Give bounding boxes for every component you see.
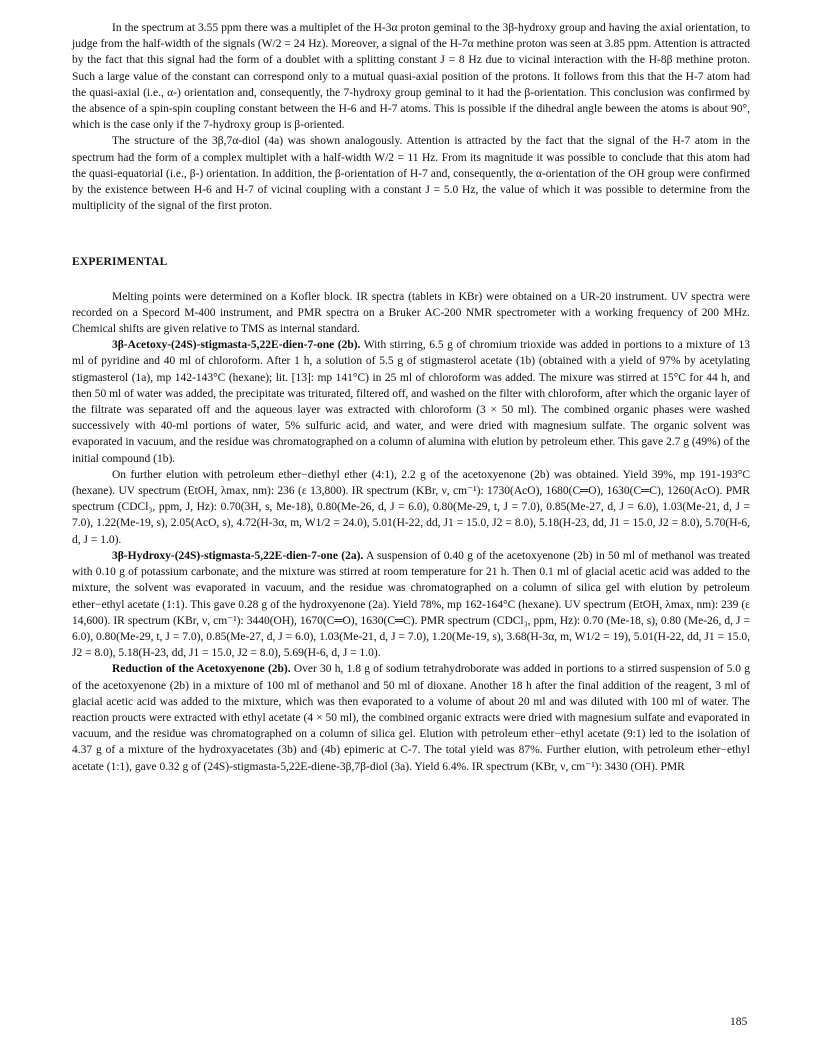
procedure-acetoxyenone xyxy=(72,337,750,467)
procedure-title: Reduction of the Acetoxyenone (2b). xyxy=(112,663,291,676)
procedure-acetoxyenone-continued: On further elution with petroleum ether−diethyl ether (4:1), 2.2 g of the acetoxyenone (2b) was obtained. Yield 39%, mp 191-193°C (hexane). UV spectrum (EtOH, λmax, nm): 236 (ε 13,800). IR spectrum (KBr, ν, cm⁻¹): 1730(AcO), 1680(C═O), 1630(C═C), 1260(AcO). PMR spectrum (CDCl₃, ppm, J, Hz): 0.70(3H, s, Me-18), 0.80(Me-26, d, J = 6.0), 0.80(Me-29, t, J = 7.0), 0.85(Me-27, d, J = 6.0), 1.03(Me-21, d, J = 7.0), 1.22(Me-19, s), 2.05(AcO, s), 4.72(H-3α, m, W1/2 = 24.0), 5.01(H-22, dd, J1 = 15.0, J2 = 8.0), 5.18(H-23, dd, J1 = 15.0, J2 = 8.0), 5.70(H-6, d, J = 1.0). xyxy=(72,468,750,546)
procedure-title: 3β-Hydroxy-(24S)-stigmasta-5,22E-dien-7-one (2a). xyxy=(112,549,364,562)
procedure-hydroxyenone xyxy=(72,548,750,661)
procedure-text: With stirring, 6.5 g of chromium trioxide was added in portions to a mixture of 13 ml of pyridine and 40 ml of chloroform. After 1 h, a solution of 5.5 g of stigmasterol acetate (1b) (obtained with a yield of 97% by acetylating stigmasterol (1a), mp 142-143°C (hexane); lit. [13]: mp 141°C) in 25 ml of chloroform was added. The mixure was stirred at 15°C for 44 h, and then 50 ml of water was added, the precipitate was triturated, filtered off, and washed on the filter with chloroform, after which the organic layer of the filtrate was separated off and the aqueous layer was extracted with chloroform (3 × 50 ml). The combined organic phases were washed successively with 40-ml portions of water, 5% sulfuric acid, and water, and were dried with magnesium sulfate. The organic solvent was evaporated in vacuum, and the residue was chromatographed on a column of alumina with elution by petroleum ether. This gave 2.7 g (49%) of the initial compound (1b). xyxy=(72,339,750,465)
section-heading: EXPERIMENTAL xyxy=(72,256,168,269)
intro-paragraph-1: In the spectrum at 3.55 ppm there was a multiplet of the H-3α proton geminal to the 3β-hydroxy group and having the axial orientation, to judge from the half-width of the signals (W/2 = 24 Hz). Moreover, a signal of the H-7α methine proton was seen at 3.85 ppm. Attention is attracted by the fact that this signal had the form of a doublet with a splitting constant J = 8 Hz due to vicinal interaction with the H-8β methine proton. Such a large value of the constant can correspond only to a mutual quasi-axial position of the protons. It follows from this that the H-7 atom had the quasi-axial (i.e., α-) orientation and, consequently, the 7-hydroxy group geminal to it had the β-orientation. This conclusion was confirmed by the absence of a spin-spin coupling constant between the H-6 and H-7 atoms. This is possible if the dihedral angle beween the atoms is about 90°, which is the case only if the 7-hydroxy group is β-oriented. xyxy=(72,22,750,132)
page-body xyxy=(72,20,750,775)
procedure-reduction xyxy=(72,661,750,774)
procedure-text: Over 30 h, 1.8 g of sodium tetrahydroborate was added in portions to a stirred suspension of 5.0 g of the acetoxyenone (2b) in a mixture of 100 ml of methanol and 50 ml of dioxane. Another 18 h after the final addition of the reagent, 3 ml of glacial acetic acid was added to the mixture, which was then evaporated to a volume of about 20 ml and was diluted with 100 ml of water. The reaction proucts were extracted with ethyl acetate (4 × 50 ml), the combined organic extracts were dried with magnesium sulfate and evaporated in vacuum, and the residue was chromatographed on a column of silica gel. Elution with petroleum ether−ethyl acetate (9:1) led to the isolation of 4.37 g of a mixture of the hydroxyacetates (3b) and (4b) epimeric at C-7. The total yield was 87%. Further elution, with petroleum ether−ethyl acetate (1:1), gave 0.32 g of (24S)-stigmasta-5,22E-diene-3β,7β-diol (3a). Yield 6.4%. IR spectrum (KBr, ν, cm⁻¹): 3430 (OH). PMR xyxy=(72,663,750,773)
intro-paragraph-2: The structure of the 3β,7α-diol (4a) was shown analogously. Attention is attracted by the fact that the signal of the H-7 atom in the spectrum had the form of a complex multiplet with a half-width W/2 = 11 Hz. From its magnitude it was possible to conclude that this atom had the quasi-equatorial (i.e., β-) orientation. In addition, the β-orientation of H-7 and, consequently, the α-orientation of the OH group were confirmed by the existence between H-6 and H-7 of vicinal coupling with a constant J = 5.0 Hz, the value of which it was possible to determine from the multiplicity of the signal of the first proton. xyxy=(72,135,750,213)
experimental-intro: Melting points were determined on a Kofler block. IR spectra (tablets in KBr) were obtained on a UR-20 instrument. UV spectra were recorded on a Specord M-400 instrument, and PMR spectra on a Bruker AC-200 NMR spectrometer with a working frequency of 200 MHz. Chemical shifts are given relative to TMS as internal standard. xyxy=(72,290,750,336)
procedure-title: 3β-Acetoxy-(24S)-stigmasta-5,22E-dien-7-one (2b). xyxy=(112,339,361,352)
procedure-text: A suspension of 0.40 g of the acetoxyenone (2b) in 50 ml of methanol was treated with 0.10 g of potassium carbonate, and the mixture was stirred at room temperature for 21 h. Then 0.1 ml of glacial acetic acid was added to the mixture, the solvent was evaporated in vacuum, and the residue was chromatographed on a column of silica gel with elution by petroleum ether−ethyl acetate (1:1). This gave 0.28 g of the hydroxyenone (2a). Yield 78%, mp 162-164°C (hexane). UV spectrum (EtOH, λmax, nm): 239 (ε 14,600). IR spectrum (KBr, ν, cm⁻¹): 3440(OH), 1670(C═O), 1630(C═C). PMR spectrum (CDCl₃, ppm, Hz): 0.70 (Me-18, s), 0.80 (Me-26, d, J = 6.0), 0.80(Me-29, t, J = 7.0), 0.85(Me-27, d, J = 6.0), 1.03(Me-21, d, J = 7.0), 1.20(Me-19, s), 3.68(H-3α, m, W1/2 = 19), 5.01(H-22, dd, J1 = 15.0, J2 = 8.0), 5.18(H-23, dd, J1 = 15.0, J2 = 8.0), 5.69(H-6, d, J = 1.0). xyxy=(72,549,750,660)
page-number: 185 xyxy=(730,1016,748,1028)
